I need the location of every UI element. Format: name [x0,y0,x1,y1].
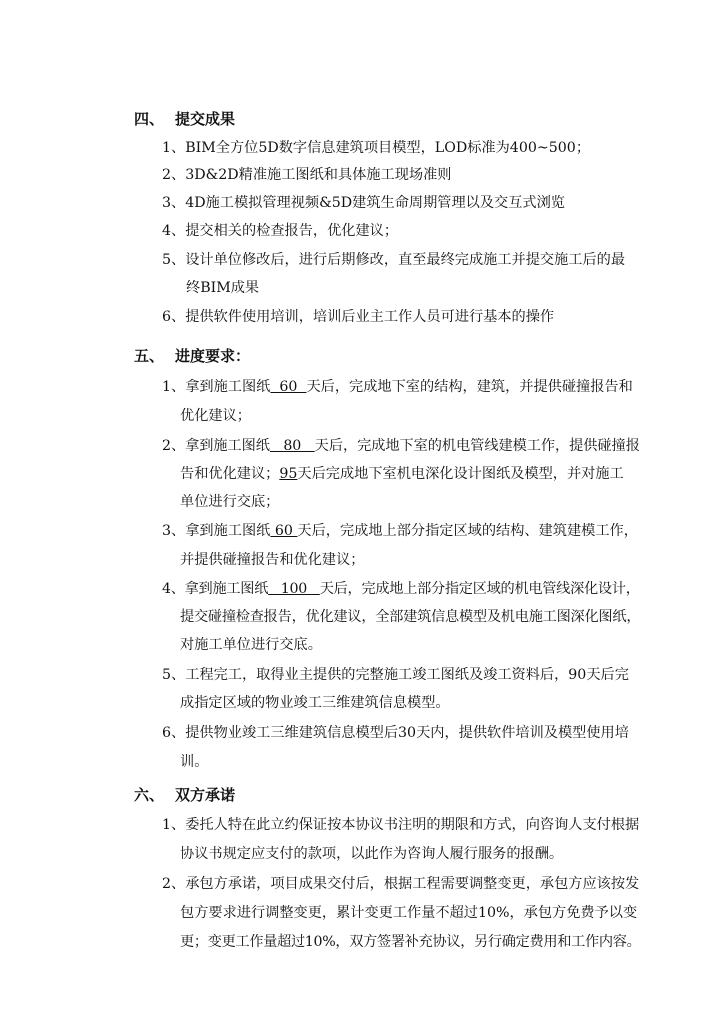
line-text: 2、拿到施工图纸 [162,438,270,454]
text-line [180,464,624,484]
line-text: 3、拿到施工图纸 [162,523,271,539]
text-line [162,377,633,397]
line-text: 天后，完成地上部分指定区域的机电管线深化设计， [319,581,640,597]
text-line: 1、BIM全方位5D数字信息建筑项目模型，LOD标准为400~500； [162,140,591,156]
section-heading-5 [134,346,250,366]
line-text: 天后完成地下室机电深化设计图纸及模型，并对施工 [297,466,624,482]
text-line: 单位进行交底； [180,494,280,510]
text-line: 包方要求进行调整变更，累计变更工作量不超过10%，承包方免费予以变 [180,905,638,921]
line-text: 1、拿到施工图纸 [162,379,271,395]
line-text: 天后，完成地下室的机电管线建模工作，提供碰撞报 [314,438,640,454]
text-line: 4、提交相关的检查报告，优化建议； [162,223,399,239]
section-number: 五、 [134,347,165,365]
section-number: 六、 [134,786,165,804]
text-line: 2、3D&2D精准施工图纸和具体施工现场准则 [162,167,452,183]
section-heading-4 [134,109,235,129]
filled-blank: 80 [269,438,315,454]
line-text: 天后，完成地下室的结构，建筑，并提供碰撞报告和 [306,379,633,395]
text-line [162,521,638,541]
filled-blank: 60 [270,523,298,539]
text-line: 6、提供物业竣工三维建筑信息模型后30天内，提供软件培训及模型使用培 [162,725,629,741]
text-line: 5、设计单位修改后，进行后期修改，直至最终完成施工并提交施工后的最 [162,252,626,268]
text-line: 提交碰撞检查报告，优化建议，全部建筑信息模型及机电施工图深化图纸， [180,609,641,625]
text-line: 5、工程完工，取得业主提供的完整施工竣工图纸及竣工资料后，90天后完 [162,667,629,683]
section-title: 进度要求： [175,347,251,365]
text-line: 并提供碰撞报告和优化建议； [180,552,365,568]
text-line [162,579,640,599]
text-line: 终BIM成果 [186,280,260,296]
text-line: 2、承包方承诺，项目成果交付后，根据工程需要调整变更，承包方应该按发 [162,876,640,892]
line-text: 4、拿到施工图纸 [162,581,269,597]
filled-blank: 100 [268,581,320,597]
text-line: 1、委托人特在此立约保证按本协议书注明的期限和方式，向咨询人支付根据 [162,817,640,833]
section-title: 提交成果 [175,110,236,128]
section-title: 双方承诺 [175,786,236,804]
text-line: 协议书规定应支付的款项，以此作为咨询人履行服务的报酬。 [180,846,564,862]
text-line [162,436,640,456]
line-text: 天后，完成地上部分指定区域的结构、建筑建模工作， [297,523,638,539]
text-line: 6、提供软件使用培训，培训后业主工作人员可进行基本的操作 [162,309,555,325]
section-number: 四、 [134,110,165,128]
text-line: 3、4D施工模拟管理视频&5D建筑生命周期管理以及交互式浏览 [162,195,565,211]
section-heading-6 [134,785,235,805]
filled-blank: 60 [270,379,307,395]
text-line: 训。 [180,754,209,770]
text-line: 成指定区域的物业竣工三维建筑信息模型。 [180,695,450,711]
filled-blank: 95 [279,466,298,482]
text-line: 优化建议； [180,408,251,424]
line-text: 告和优化建议； [180,466,280,482]
text-line: 对施工单位进行交底。 [180,637,322,653]
text-line: 更；变更工作量超过10%，双方签署补充协议，另行确定费用和工作内容。 [180,934,641,950]
